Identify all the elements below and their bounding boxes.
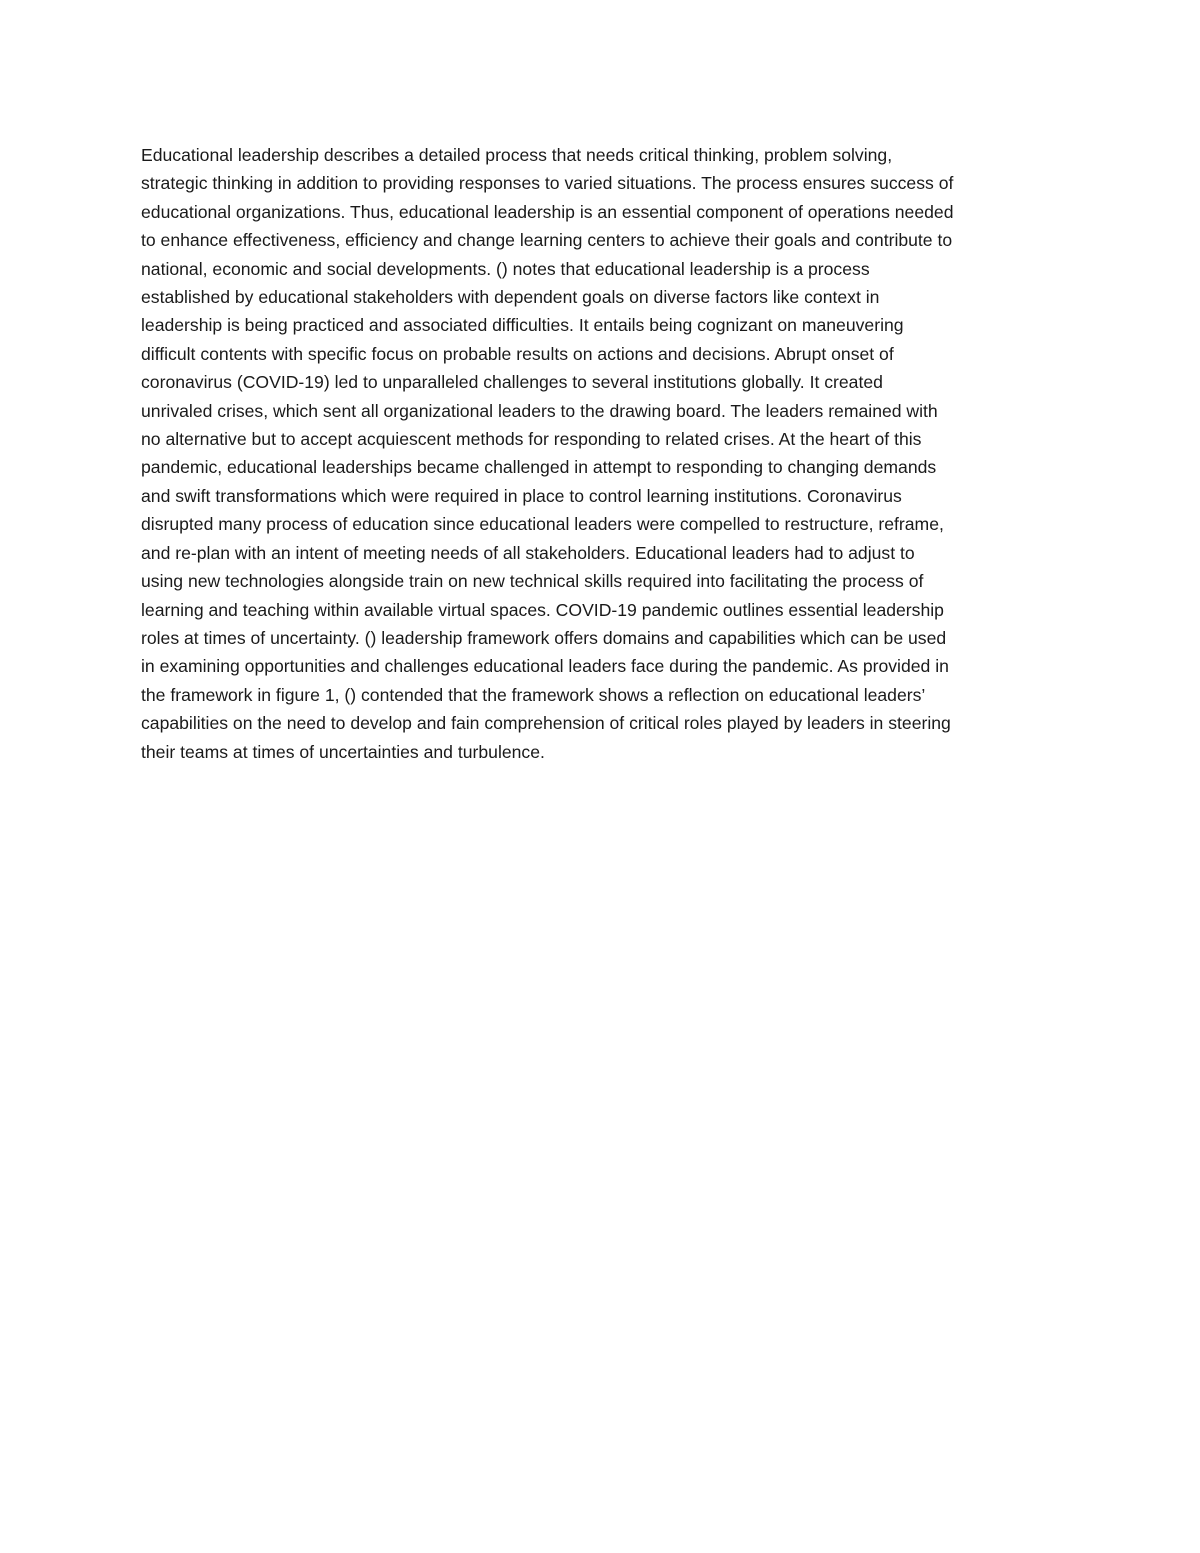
paragraph-line: their teams at times of uncertainties and turbulence. <box>141 741 545 762</box>
paragraph-line: coronavirus (COVID-19) led to unparalleled challenges to several institutions globally. It created <box>141 372 883 393</box>
paragraph-line: unrivaled crises, which sent all organizational leaders to the drawing board. The leaders remained with <box>141 400 938 421</box>
paragraph-line: established by educational stakeholders with dependent goals on diverse factors like context in <box>141 287 880 308</box>
paragraph-line: learning and teaching within available virtual spaces. COVID-19 pandemic outlines essential leadership <box>141 599 944 620</box>
paragraph-line: in examining opportunities and challenges educational leaders face during the pandemic. As provided in <box>141 656 949 677</box>
paragraph-line: and re-plan with an intent of meeting needs of all stakeholders. Educational leaders had to adjust to <box>141 542 915 563</box>
paragraph-line: national, economic and social developments. () notes that educational leadership is a process <box>141 258 870 279</box>
paragraph-line: pandemic, educational leaderships became challenged in attempt to responding to changing demands <box>141 457 937 478</box>
paragraph-line: the framework in figure 1, () contended that the framework shows a reflection on educational leaders’ <box>141 684 926 705</box>
paragraph-line: educational organizations. Thus, educational leadership is an essential component of operations needed <box>141 201 954 222</box>
paragraph-line: leadership is being practiced and associated difficulties. It entails being cognizant on maneuvering <box>141 315 904 336</box>
paragraph-line: capabilities on the need to develop and fain comprehension of critical roles played by leaders in steering <box>141 713 951 734</box>
paragraph-line: difficult contents with specific focus on probable results on actions and decisions. Abrupt onset of <box>141 343 894 364</box>
body-paragraph <box>141 141 1071 766</box>
paragraph-line: disrupted many process of education since educational leaders were compelled to restructure, reframe, <box>141 514 944 535</box>
paragraph-line: using new technologies alongside train on new technical skills required into facilitating the process of <box>141 571 924 592</box>
paragraph-line: Educational leadership describes a detailed process that needs critical thinking, problem solving, <box>141 145 893 165</box>
paragraph-line: strategic thinking in addition to providing responses to varied situations. The process ensures success of <box>141 173 954 194</box>
paragraph-line: no alternative but to accept acquiescent methods for responding to related crises. At the heart of this <box>141 429 922 450</box>
paragraph-line: and swift transformations which were required in place to control learning institutions. Coronavirus <box>141 485 902 506</box>
paragraph-line: to enhance effectiveness, efficiency and change learning centers to achieve their goals and contribute to <box>141 230 953 251</box>
paragraph-line: roles at times of uncertainty. () leadership framework offers domains and capabilities which can be used <box>141 627 947 648</box>
